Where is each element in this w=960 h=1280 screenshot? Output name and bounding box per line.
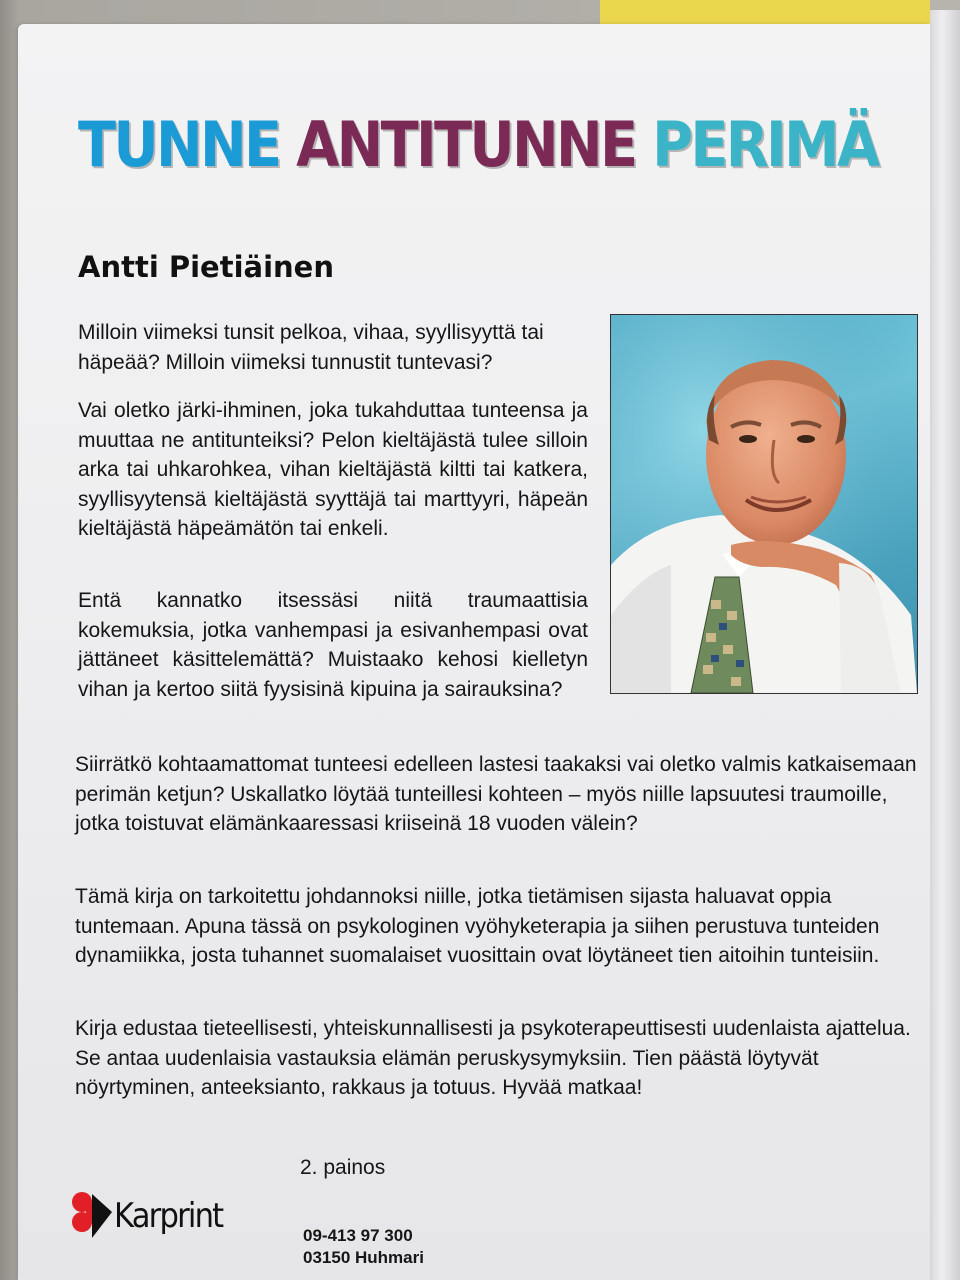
publisher-address: 03150 Huhmari [303,1248,424,1267]
publisher-name: Karprint [114,1196,223,1236]
publisher-phone: 09-413 97 300 [303,1226,413,1245]
paragraph-6: Kirja edustaa tieteellisesti, yhteiskunnallisesti ja psykoterapeuttisesti uudenlaista ajattelua. Se antaa uudenlaisia vastauksia elämän peruskysymyksiin. Tien päästä löytyvät nöyrtyminen, anteeksianto, rakkaus ja totuus. Hyvää matkaa! [75,1017,911,1099]
paragraph-3: Entä kannatko itsessäsi niitä traumaattisia kokemuksia, jotka vanhempasi ja esivanhempasi ovat jättäneet käsittelemättä? Muistaako kehosi kielletyn vihan ja kertoo siitä fyysisinä kipuina ja sairauksina? [78,589,588,701]
edition-label: 2. painos [300,1156,386,1179]
title-word-antitunne: ANTITUNNE [296,108,636,181]
author-portrait-illustration [611,315,917,693]
author-name: Antti Pietiäinen [78,250,334,284]
publisher-logo [70,1190,250,1250]
title-word-tunne: TUNNE [78,108,280,181]
paragraph-5: Tämä kirja on tarkoitettu johdannoksi niille, jotka tietämisen sijasta haluavat oppia tuntemaan. Apuna tässä on psykologinen vyöhyketerapia ja siihen perustuva tunteiden dynamiikka, josta tuhannet suomalaiset vuosittain ovat löytäneet tien aitoihin tunteisiin. [75,885,880,967]
author-photo [610,314,918,694]
paragraph-2: Vai oletko järki-ihminen, joka tukahduttaa tunteensa ja muuttaa ne antitunteiksi? Pelon kieltäjästä tulee silloin arka tai uhkarohkea, vihan kieltäjästä kiltti tai katkera, syyllisyytensä kieltäjästä syyttäjä tai marttyyri, häpeän kieltäjästä häpeämätön tai enkeli. [78,399,588,540]
title-word-perima: PERIMÄ [652,108,878,181]
cover-edge [930,10,960,1280]
paragraph-4: Siirrätkö kohtaamattomat tunteesi edelleen lastesi taakaksi vai oletko valmis katkaisemaan perimän ketjun? Uskallatko löytää tunteillesi kohteen – myös niille lapsuutesi traumoille, jotka toistuvat elämänkaaressasi kriiseinä 18 vuoden välein? [75,753,917,835]
book-title [78,108,877,181]
karprint-logo-icon [70,1190,114,1246]
paragraph-1: Milloin viimeksi tunsit pelkoa, vihaa, syyllisyyttä tai häpeää? Milloin viimeksi tunnustit tuntevasi? [78,321,544,374]
